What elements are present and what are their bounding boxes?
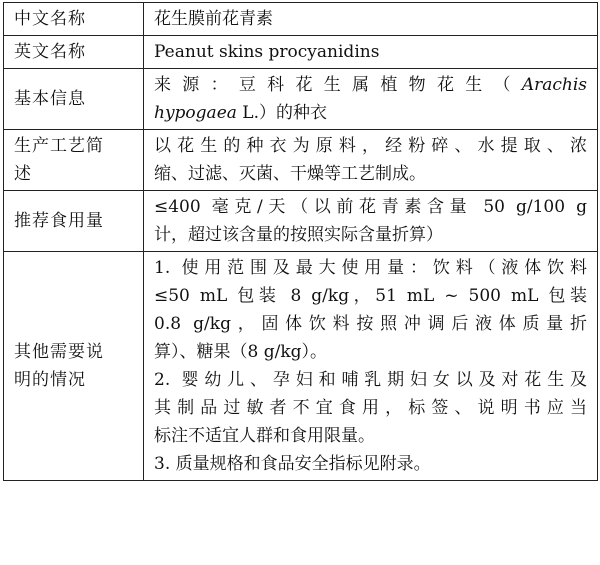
other-notes-line-4: 算）、糖果（8 g/kg）。	[154, 342, 328, 362]
basic-info-genus: Arachis	[521, 75, 587, 95]
row-recommended-intake	[4, 191, 598, 252]
value-chinese-name: 花生膜前花青素	[144, 3, 598, 36]
value-basic-info	[144, 69, 598, 130]
row-other-notes	[4, 252, 598, 481]
label-recommended-intake: 推荐食用量	[4, 191, 144, 252]
label-process	[4, 130, 144, 191]
recommended-intake-line-2: 计，超过该含量的按照实际含量折算）	[154, 225, 443, 245]
process-line-1: 以花生的种衣为原料，经粉碎、水提取、浓	[154, 136, 587, 156]
other-notes-line-7: 标注不适宜人群和食用限量。	[154, 426, 375, 446]
label-process-line-2: 述	[14, 164, 32, 184]
row-basic-info	[4, 69, 598, 130]
basic-info-source-prefix: 来源：豆科花生属植物花生（	[154, 75, 522, 95]
basic-info-line-1	[154, 71, 587, 99]
row-process	[4, 130, 598, 191]
label-other-notes	[4, 252, 144, 481]
other-notes-line-8: 3. 质量规格和食品安全指标见附录。	[154, 454, 431, 474]
row-english-name	[4, 36, 598, 69]
label-english-name: 英文名称	[4, 36, 144, 69]
other-notes-line-5: 2. 婴幼儿、孕妇和哺乳期妇女以及对花生及	[154, 370, 587, 390]
label-other-notes-line-1: 其他需要说	[14, 342, 104, 362]
value-english-name: Peanut skins procyanidins	[144, 36, 598, 69]
value-other-notes	[144, 252, 598, 481]
other-notes-line-2: ≤50 mL 包装 8 g/kg，51 mL ~ 500 mL 包装	[154, 286, 587, 306]
label-other-notes-line-2: 明的情况	[14, 370, 86, 390]
basic-info-species: hypogaea	[154, 103, 237, 123]
process-line-2: 缩、过滤、灭菌、干燥等工艺制成。	[154, 164, 426, 184]
other-notes-line-6: 其制品过敏者不宜食用，标签、说明书应当	[154, 398, 587, 418]
label-basic-info: 基本信息	[4, 69, 144, 130]
basic-info-suffix: L.）的种衣	[236, 103, 327, 123]
recommended-intake-line-1: ≤400 毫克/天（以前花青素含量 50 g/100 g	[154, 197, 587, 217]
label-chinese-name: 中文名称	[4, 3, 144, 36]
value-recommended-intake	[144, 191, 598, 252]
label-process-line-1: 生产工艺简	[14, 136, 104, 156]
value-process	[144, 130, 598, 191]
info-table	[3, 2, 598, 481]
other-notes-line-1: 1. 使用范围及最大使用量：饮料（液体饮料	[154, 258, 587, 278]
other-notes-line-3: 0.8 g/kg，固体饮料按照冲调后液体质量折	[154, 314, 587, 334]
basic-info-line-2	[154, 99, 587, 127]
row-chinese-name	[4, 3, 598, 36]
